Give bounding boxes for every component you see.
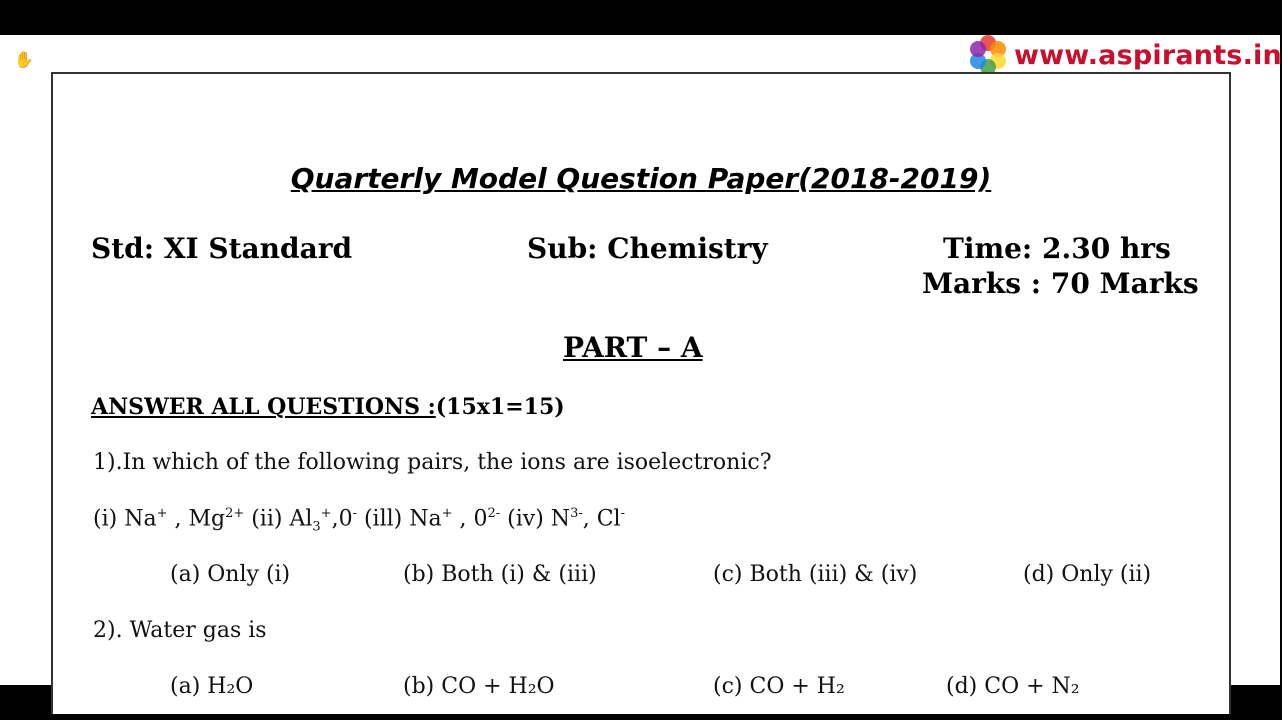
site-logo bbox=[966, 35, 1282, 75]
part-heading: PART – A bbox=[563, 331, 703, 364]
q1-option-a: (a) Only (i) bbox=[170, 562, 291, 587]
logo-text[interactable]: www.aspirants.in bbox=[1014, 39, 1282, 71]
flower-logo-icon bbox=[966, 35, 1010, 75]
marks-label: Marks : 70 Marks bbox=[922, 267, 1199, 300]
question-2-text: 2). Water gas is bbox=[93, 618, 267, 643]
q1-option-d: (d) Only (ii) bbox=[1023, 562, 1152, 587]
q2-option-b: (b) CO + H₂O bbox=[403, 674, 555, 699]
question-paper-page bbox=[51, 72, 1231, 714]
instruction-line: ANSWER ALL QUESTIONS :(15x1=15) bbox=[91, 394, 565, 420]
q2-option-c: (c) CO + H₂ bbox=[713, 674, 845, 699]
hand-cursor-icon: ✋ bbox=[14, 50, 34, 69]
question-1-text: 1).In which of the following pairs, the ions are isoelectronic? bbox=[93, 450, 772, 475]
standard-label: Std: XI Standard bbox=[91, 232, 353, 265]
subject-label: Sub: Chemistry bbox=[527, 232, 768, 265]
paper-title: Quarterly Model Question Paper(2018-2019) bbox=[290, 162, 992, 195]
q2-option-d: (d) CO + N₂ bbox=[946, 674, 1080, 699]
q2-option-a: (a) H₂O bbox=[170, 674, 254, 699]
document-viewport bbox=[0, 35, 1282, 699]
q1-option-c: (c) Both (iii) & (iv) bbox=[713, 562, 918, 587]
q1-option-b: (b) Both (i) & (iii) bbox=[403, 562, 597, 587]
question-1-pairs: (i) Na+ , $Mg^{2+}$ (ii) $Al_3^+,0^-$ (ill) Na+ , $0^{2-}$ (iv) $N^{3-}$, Cl- bbox=[93, 506, 625, 535]
time-label: Time: 2.30 hrs bbox=[943, 232, 1171, 265]
